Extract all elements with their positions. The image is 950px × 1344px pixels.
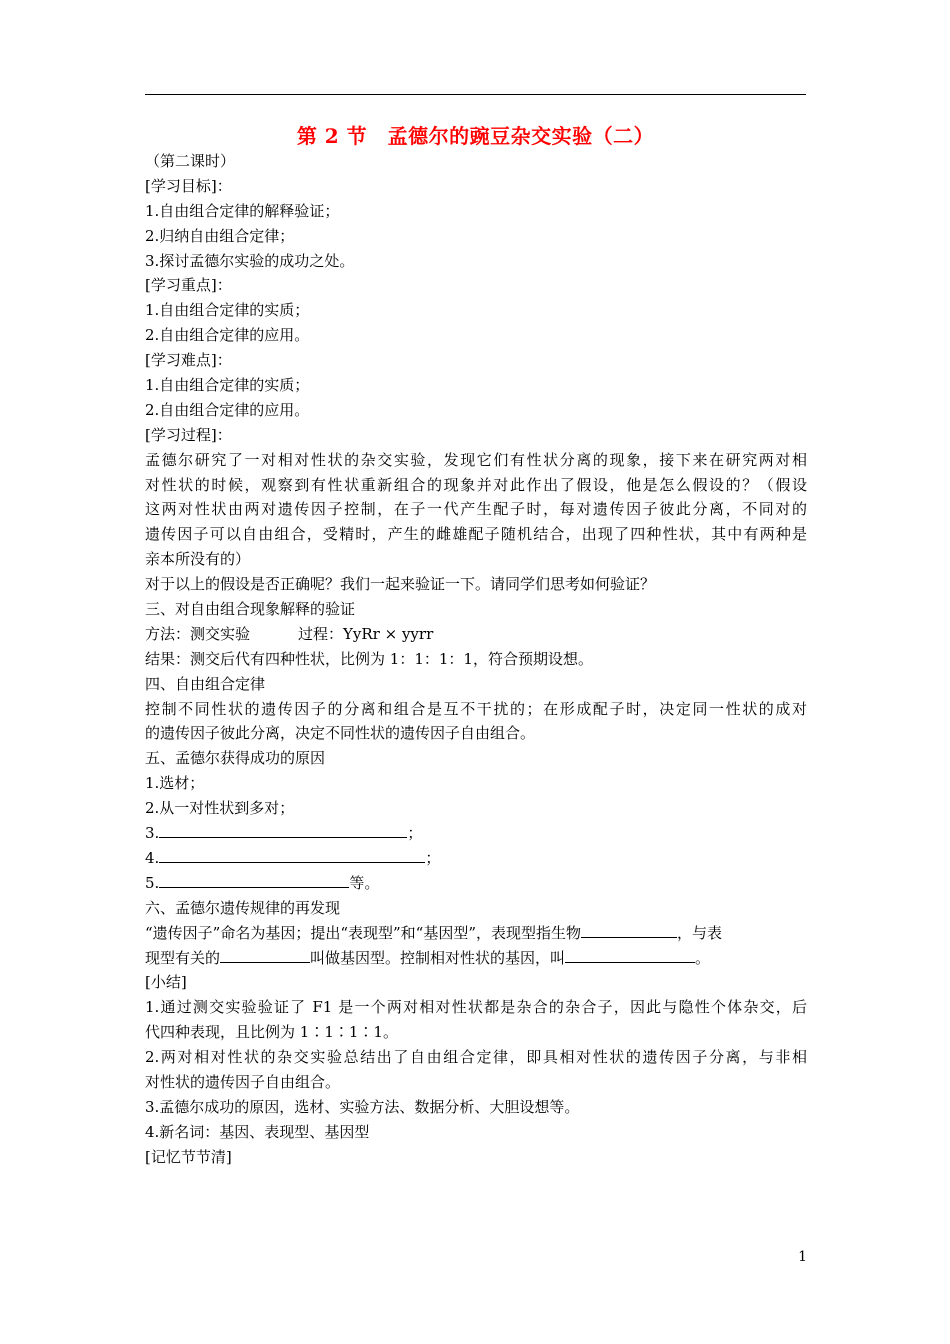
summary-line: 3.孟德尔成功的原因，选材、实验方法、数据分析、大胆设想等。 — [145, 1097, 580, 1116]
result-line: 结果：测交后代有四种性状，比例为 1：1：1：1，符合预期设想。 — [145, 649, 593, 668]
difficult-item: 1.自由组合定律的实质； — [145, 376, 310, 395]
section-3-heading: 三、对自由组合现象解释的验证 — [145, 600, 356, 619]
reason-item-blank: 4. ； — [145, 846, 807, 871]
process-label: 过程：YyRr × yyrr — [298, 624, 434, 643]
section-6-heading: 六、孟德尔遗传规律的再发现 — [145, 898, 341, 917]
page-number: 1 — [798, 1249, 807, 1265]
goals-heading: [学习目标]： — [145, 176, 232, 195]
intro-paragraph-line: 孟德尔研究了一对相对性状的杂交实验，发现它们有性状分离的现象，接下来在研究两对相 — [145, 450, 807, 469]
fill-in-blank — [581, 921, 677, 938]
method-label: 方法：测交实验 — [145, 624, 251, 643]
summary-line: 对性状的遗传因子自由组合。 — [145, 1072, 341, 1091]
summary-line: 1.通过测交实验验证了 F1 是一个两对相对性状都是杂合的杂合子，因此与隐性个体杂交，后 — [145, 998, 807, 1017]
reason-item: 1.选材； — [145, 774, 205, 793]
document-body — [145, 149, 807, 1170]
process-heading: [学习过程]： — [145, 425, 232, 444]
question-text: 对于以上的假设是否正确呢？我们一起来验证一下。请同学们思考如何验证？ — [145, 575, 656, 594]
page-title: 第 2 节 孟德尔的豌豆杂交实验（二） — [296, 124, 655, 148]
rediscovery-line: “遗传因子”命名为基因；提出“表现型”和“基因型”，表现型指生物 ，与表 — [145, 921, 807, 946]
section-4-heading: 四、自由组合定律 — [145, 674, 266, 693]
key-item: 2.自由组合定律的应用。 — [145, 326, 310, 345]
reason-item: 2.从一对性状到多对； — [145, 799, 295, 818]
header-rule — [145, 94, 806, 95]
law-paragraph-line: 控制不同性状的遗传因子的分离和组合是互不干扰的；在形成配子时，决定同一性状的成对 — [145, 699, 807, 718]
intro-paragraph-line: 遗传因子可以自由组合，受精时，产生的雌雄配子随机结合，出现了四种性状，其中有两种是 — [145, 525, 807, 544]
fill-in-blank — [220, 946, 310, 963]
fill-in-blank — [159, 821, 407, 838]
intro-paragraph-line: 这两对性状由两对遗传因子控制，在子一代产生配子时，每对遗传因子彼此分离，不同对的 — [145, 500, 807, 519]
subtitle: （第二课时） — [145, 152, 236, 170]
goal-item: 3.探讨孟德尔实验的成功之处。 — [145, 251, 355, 270]
summary-line: 代四种表现，且比例为 1∶1∶1∶1。 — [145, 1023, 398, 1042]
fill-in-blank — [159, 846, 425, 863]
intro-paragraph-line: 对性状的时候，观察到有性状重新组合的现象并对此作出了假设，他是怎么假设的？（假设 — [145, 475, 807, 494]
goal-item: 2.归纳自由组合定律； — [145, 226, 295, 245]
rediscovery-line: 现型有关的 叫做基因型。控制相对性状的基因，叫 。 — [145, 946, 807, 971]
method-line — [145, 622, 807, 647]
summary-line: 4.新名词：基因、表现型、基因型 — [145, 1122, 370, 1141]
fill-in-blank — [159, 871, 349, 888]
key-heading: [学习重点]： — [145, 276, 232, 295]
reason-item-blank: 3. ； — [145, 821, 807, 846]
difficult-item: 2.自由组合定律的应用。 — [145, 400, 310, 419]
fill-in-blank — [565, 946, 695, 963]
summary-heading: [小结] — [145, 973, 187, 992]
law-paragraph-line: 的遗传因子彼此分离，决定不同性状的遗传因子自由组合。 — [145, 724, 536, 743]
key-item: 1.自由组合定律的实质； — [145, 301, 310, 320]
reason-item-blank: 5. 等。 — [145, 871, 807, 896]
summary-line: 2.两对相对性状的杂交实验总结出了自由组合定律，即具相对性状的遗传因子分离，与非相 — [145, 1048, 807, 1067]
difficult-heading: [学习难点]： — [145, 351, 232, 370]
goal-item: 1.自由组合定律的解释验证； — [145, 201, 340, 220]
memory-heading: [记忆节节清] — [145, 1147, 232, 1166]
intro-paragraph-line: 亲本所没有的） — [145, 550, 251, 569]
section-5-heading: 五、孟德尔获得成功的原因 — [145, 749, 326, 768]
